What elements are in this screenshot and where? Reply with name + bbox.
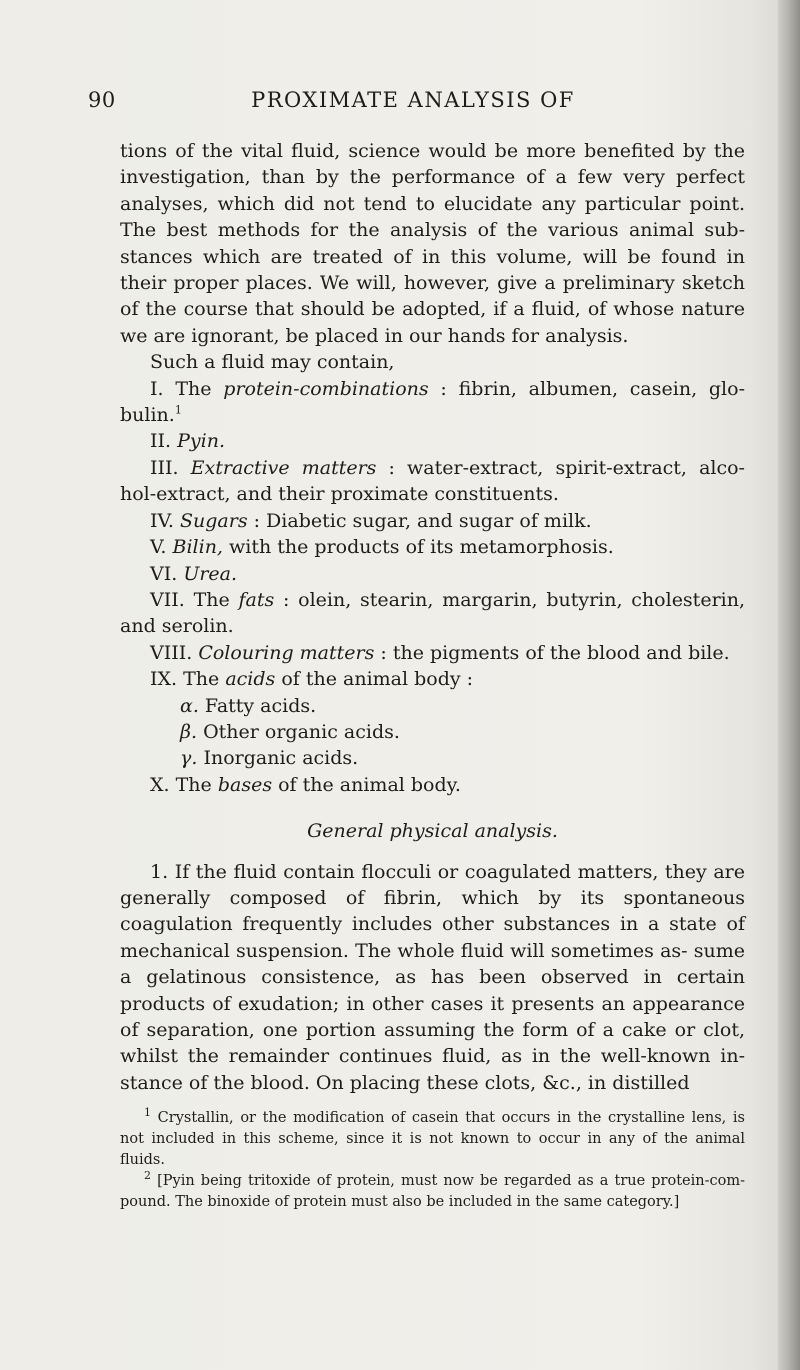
sub-item <box>120 745 745 771</box>
item-term: Urea. <box>183 562 238 585</box>
list-item <box>120 376 745 429</box>
item-text: : the pigments of the blood and bile. <box>374 641 730 664</box>
item-number: IV. <box>150 509 174 532</box>
sub-item <box>120 719 745 745</box>
footnote-text: Crystallin, or the modification of casein that occurs in the crystalline lens, is not included in this scheme, since it is not known to occur in any of the animal fluids. <box>120 1110 746 1169</box>
running-title: PROXIMATE ANALYSIS OF <box>251 88 575 112</box>
item-number: V. <box>150 536 167 559</box>
item-text: with the products of its metamorphosis. <box>222 536 614 559</box>
item-prefix: The <box>193 588 239 611</box>
item-term: bases <box>217 773 273 796</box>
list-item <box>120 772 745 798</box>
page-edge-shadow <box>778 0 800 1370</box>
item-prefix: The <box>175 377 224 400</box>
item-text: of the animal body. <box>272 773 461 796</box>
item-term: protein-combinations <box>223 377 429 400</box>
item-text: : Diabetic sugar, and sugar of milk. <box>247 509 592 532</box>
lead-in: Such a fluid may contain, <box>150 351 395 374</box>
item-term: Colouring matters <box>198 641 375 664</box>
sub-item-letter: α. <box>180 694 199 717</box>
item-number: VII. <box>150 588 185 611</box>
item-prefix: The <box>175 773 218 796</box>
item-text: of the animal body : <box>275 668 474 691</box>
item-text: : fibrin, albumen, casein, glo- bulin. <box>120 377 745 427</box>
item-term: Sugars <box>180 509 248 532</box>
item-number: VI. <box>150 562 178 585</box>
section-paragraph: 1. If the fluid contain flocculi or coagulated matters, they are generally composed of fibrin, which by its spontaneous coagulation frequently includes other substances in a state of mechanical suspension. The whole fluid will sometimes as- sume a gelatinous consistence, as has been observed in certain products of exudation; in other cases it presents an appearance of separation, one portion assuming the form of a cake or clot, whilst the remainder continues fluid, as in the well-known in- stance of the blood. On placing these clots, &c., in distilled <box>120 860 745 1094</box>
footnote-mark: 2 <box>144 1169 151 1183</box>
footnote <box>120 1108 745 1171</box>
item-number: X. <box>150 773 170 796</box>
item-number: IX. <box>150 668 178 691</box>
list-item <box>120 428 745 454</box>
footnotes <box>120 1108 745 1213</box>
item-number: VIII. <box>150 641 193 664</box>
list-item <box>120 561 745 587</box>
section-heading: General physical analysis. <box>307 820 558 843</box>
page-body <box>120 138 745 1213</box>
item-term: Pyin. <box>177 430 225 453</box>
sub-item-text: Other organic acids. <box>203 720 400 743</box>
list-item <box>120 534 745 560</box>
intro-paragraph: tions of the vital fluid, science would be more benefited by the investigation, than by the performance of a few very perfect analyses, which did not tend to elucidate any particular point. The best methods for the analysis of the various animal sub- stances which are treated of in this volume, will be found in their proper places. We will, however, give a preliminary sketch of the course that should be adopted, if a fluid, of whose nature we are ignorant, be placed in our hands for analysis. <box>120 140 745 347</box>
item-term: fats <box>238 588 275 611</box>
item-term: Bilin, <box>172 536 223 559</box>
item-text: : olein, stearin, margarin, butyrin, cholesterin, and serolin. <box>120 588 745 638</box>
page-number: 90 <box>88 88 116 112</box>
sub-item-letter: γ. <box>180 747 198 770</box>
list-item <box>120 455 745 508</box>
footnote-ref: 1 <box>174 403 182 417</box>
page-header <box>88 88 738 118</box>
item-number: III. <box>150 456 179 479</box>
sub-item <box>120 693 745 719</box>
sub-item-letter: β. <box>180 720 198 743</box>
list-item <box>120 666 745 692</box>
item-term: Extractive matters <box>190 456 377 479</box>
footnote-mark: 1 <box>144 1106 151 1120</box>
item-number: II. <box>150 430 172 453</box>
item-prefix: The <box>183 668 226 691</box>
sub-item-text: Inorganic acids. <box>203 747 359 770</box>
list-item <box>120 587 745 640</box>
footnote <box>120 1171 745 1213</box>
list-item <box>120 508 745 534</box>
item-term: acids <box>225 668 276 691</box>
item-number: I. <box>150 377 164 400</box>
item-text: : water-extract, spirit-extract, alco- hol-extract, and their proximate constituents. <box>120 456 745 506</box>
sub-item-text: Fatty acids. <box>204 694 317 717</box>
footnote-text: [Pyin being tritoxide of protein, must now be regarded as a true protein-com- pound. The binoxide of protein must also be included in the same category.] <box>120 1173 746 1211</box>
list-item <box>120 640 745 666</box>
constituent-list <box>120 376 745 799</box>
